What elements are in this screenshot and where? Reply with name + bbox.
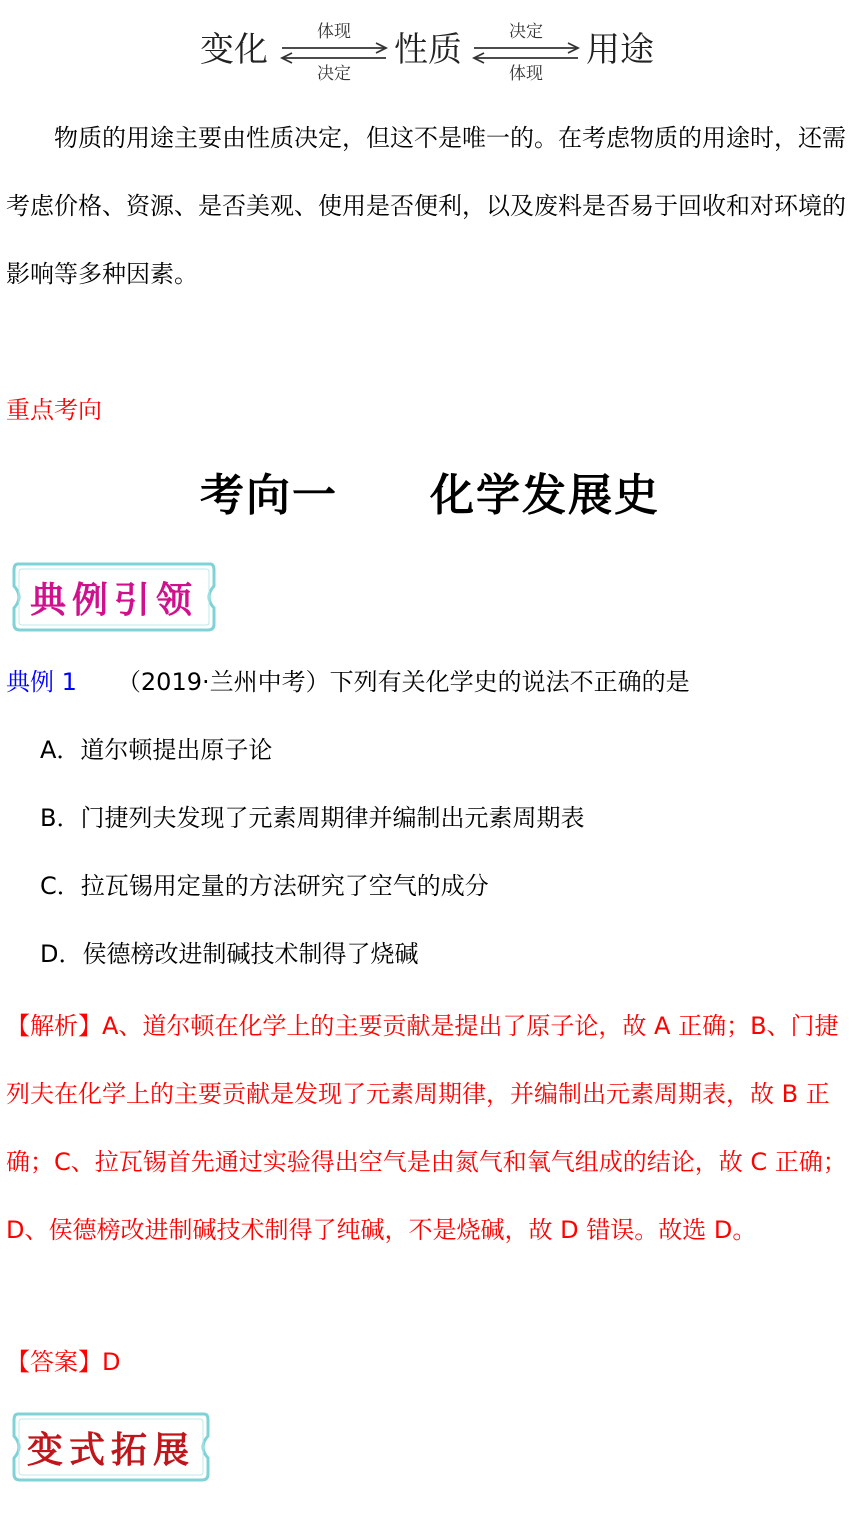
option-c: C．拉瓦锡用定量的方法研究了空气的成分 [40, 872, 489, 900]
term-use: 用途 [586, 30, 654, 70]
example-label: 典例 1 [6, 668, 77, 696]
double-arrow-1 [278, 18, 390, 88]
example-badge [8, 560, 220, 634]
term-change: 变化 [200, 30, 268, 70]
double-arrow-2 [470, 18, 582, 88]
option-d: D．侯德榜改进制碱技术制得了烧碱 [40, 940, 419, 968]
arrow-label-top: 决定 [509, 22, 543, 42]
relation-diagram [200, 18, 660, 88]
option-b: B．门捷列夫发现了元素周期律并编制出元素周期表 [40, 804, 585, 832]
analysis-text: 【解析】A、道尔顿在化学上的主要贡献是提出了原子论，故 A 正确；B、门捷列夫在化学上的主要贡献是发现了元素周期律，并编制出元素周期表，故 B 正确；C、拉瓦锡首先通过实验得出空气是由氮气和氧气组成的结论，故 C 正确；D、侯德榜改进制碱技术制得了纯碱，不是烧碱，故 D 错误。故选 D。 [6, 1012, 847, 1244]
example-question [6, 664, 690, 700]
term-property: 性质 [394, 30, 462, 70]
arrow-label-bottom: 体现 [509, 64, 543, 84]
question-text: （2019·兰州中考）下列有关化学史的说法不正确的是 [116, 668, 690, 696]
page-title: 考向一 化学发展史 [200, 470, 660, 521]
intro-text: 物质的用途主要由性质决定，但这不是唯一的。在考虑物质的用途时，还需考虑价格、资源、是否美观、使用是否便利，以及废料是否易于回收和对环境的影响等多种因素。 [6, 124, 846, 288]
intro-paragraph [6, 104, 856, 308]
variant-badge [8, 1410, 214, 1484]
double-arrow-icon [278, 42, 390, 64]
badge-label: 变式拓展 [26, 1428, 195, 1471]
section-label: 重点考向 [6, 396, 102, 424]
arrow-label-bottom: 决定 [317, 64, 351, 84]
badge-label: 典例引领 [29, 578, 198, 621]
arrow-label-top: 体现 [317, 22, 351, 42]
double-arrow-icon [470, 42, 582, 64]
answer-text: 【答案】D [6, 1348, 121, 1376]
option-a: A．道尔顿提出原子论 [40, 736, 273, 764]
